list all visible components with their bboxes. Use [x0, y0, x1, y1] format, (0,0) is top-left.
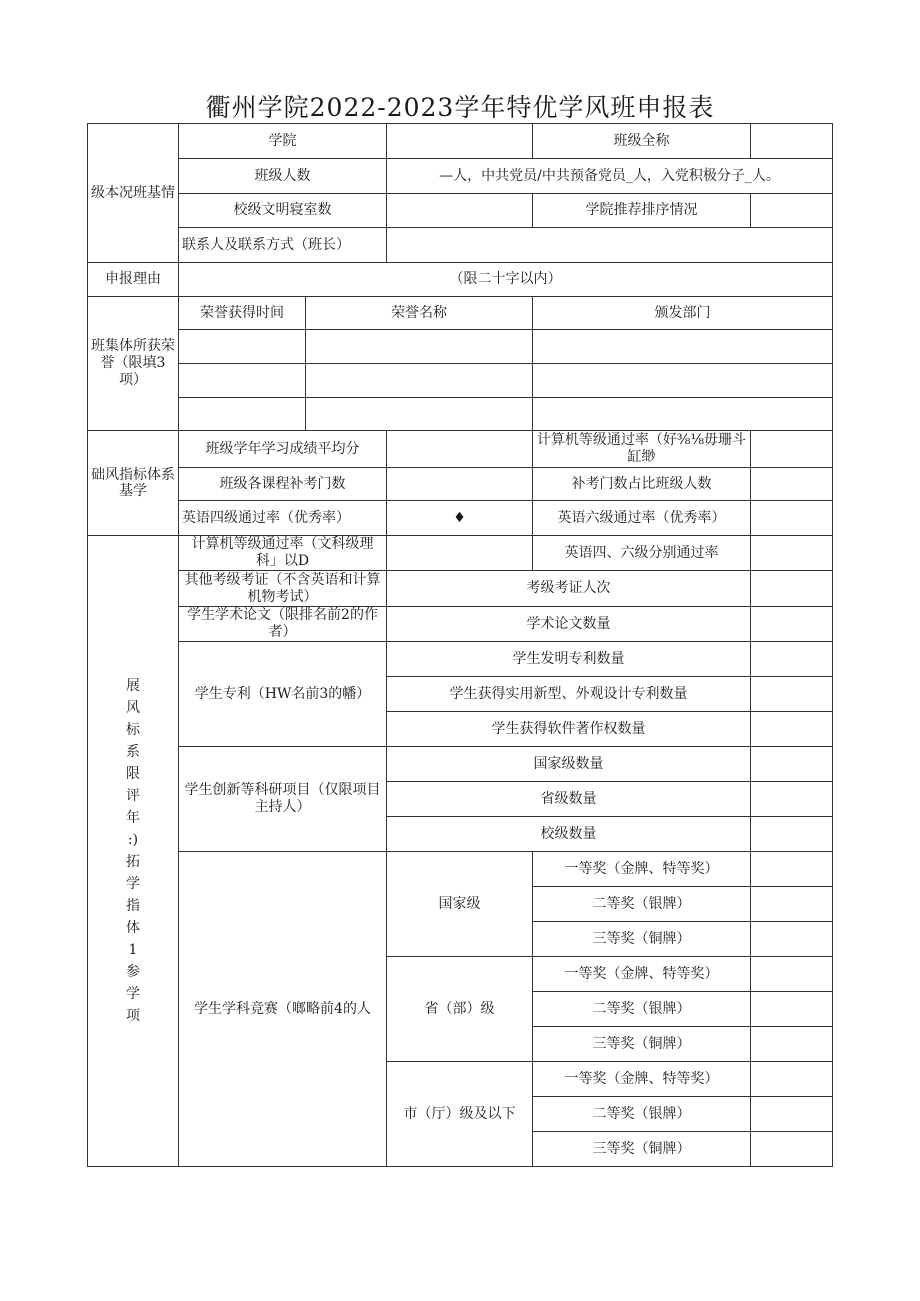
college-input[interactable] [387, 124, 533, 159]
city-first-prize-input[interactable] [751, 1062, 833, 1097]
computer-pass-label: 计算机等级通过率（好⅜⅛毋珊斗缸缈 [533, 431, 751, 468]
innovation-provincial-label: 省级数量 [387, 782, 751, 817]
innovation-school-input[interactable] [751, 817, 833, 852]
national-third-prize-input[interactable] [751, 922, 833, 957]
cet4-input[interactable]: ♦ [387, 501, 533, 536]
honor-1-dept[interactable] [533, 330, 833, 364]
dev-cet-split-label: 英语四、六级分别通过率 [533, 536, 751, 571]
makeup-label: 班级各课程补考门数 [179, 468, 387, 501]
college-ranking-input[interactable] [751, 194, 833, 228]
city-first-prize-label: 一等奖（金牌、特等奖） [533, 1062, 751, 1097]
patent-label: 学生专利（HW名前3的幡） [179, 642, 387, 747]
provincial-second-prize-input[interactable] [751, 992, 833, 1027]
national-second-prize-label: 二等奖（银牌） [533, 887, 751, 922]
application-form [87, 123, 833, 1167]
college-label: 学院 [179, 124, 387, 159]
honor-2-name[interactable] [306, 364, 533, 398]
reason-input[interactable]: （限二十字以内） [179, 263, 833, 297]
gpa-label: 班级学年学习成绩平均分 [179, 431, 387, 468]
honors-time-header: 荣誉获得时间 [179, 297, 306, 330]
reason-label: 申报理由 [88, 263, 179, 297]
national-first-prize-input[interactable] [751, 852, 833, 887]
patent-utility-label: 学生获得实用新型、外观设计专利数量 [387, 677, 751, 712]
city-second-prize-input[interactable] [751, 1097, 833, 1132]
class-full-name-input[interactable] [751, 124, 833, 159]
competition-city-level: 市（厅）级及以下 [387, 1062, 533, 1167]
cert-count-input[interactable] [751, 571, 833, 607]
competition-national-level: 国家级 [387, 852, 533, 957]
provincial-second-prize-label: 二等奖（银牌） [533, 992, 751, 1027]
dev-computer-label: 计算机等级通过率（文科级理科」以D [179, 536, 387, 571]
patent-invention-label: 学生发明专利数量 [387, 642, 751, 677]
city-third-prize-input[interactable] [751, 1132, 833, 1167]
patent-utility-input[interactable] [751, 677, 833, 712]
innovation-school-label: 校级数量 [387, 817, 751, 852]
paper-count-label: 学术论文数量 [387, 607, 751, 642]
makeup-input[interactable] [387, 468, 533, 501]
honor-3-time[interactable] [179, 398, 306, 431]
dorm-input[interactable] [387, 194, 533, 228]
competition-provincial-level: 省（部）级 [387, 957, 533, 1062]
innovation-national-input[interactable] [751, 747, 833, 782]
contact-input[interactable] [387, 228, 833, 263]
innovation-provincial-input[interactable] [751, 782, 833, 817]
cet6-label: 英语六级通过率（优秀率） [533, 501, 751, 536]
software-label: 学生获得软件著作权数量 [387, 712, 751, 747]
provincial-first-prize-label: 一等奖（金牌、特等奖） [533, 957, 751, 992]
honor-3-dept[interactable] [533, 398, 833, 431]
basic-info-section-label: 级本况班基情 [88, 124, 179, 263]
honor-1-time[interactable] [179, 330, 306, 364]
class-full-name-label: 班级全称 [533, 124, 751, 159]
patent-invention-input[interactable] [751, 642, 833, 677]
software-input[interactable] [751, 712, 833, 747]
national-first-prize-label: 一等奖（金牌、特等奖） [533, 852, 751, 887]
makeup-ratio-label: 补考门数占比班级人数 [533, 468, 751, 501]
provincial-third-prize-label: 三等奖（铜牌） [533, 1027, 751, 1062]
national-third-prize-label: 三等奖（铜牌） [533, 922, 751, 957]
honors-section-label: 班集体所获荣誉（限填3项） [88, 297, 179, 431]
dev-cet-split-input[interactable] [751, 536, 833, 571]
provincial-first-prize-input[interactable] [751, 957, 833, 992]
honors-dept-header: 颁发部门 [533, 297, 833, 330]
page-title: 衢州学院2022-2023学年特优学风班申报表 [205, 93, 715, 122]
college-ranking-label: 学院推荐排序情况 [533, 194, 751, 228]
gpa-input[interactable] [387, 431, 533, 468]
competition-label: 学生学科竞赛（啷略前4的人 [179, 852, 387, 1167]
cet4-label: 英语四级通过率（优秀率） [179, 501, 387, 536]
city-second-prize-label: 二等奖（银牌） [533, 1097, 751, 1132]
other-cert-label: 其他考级考证（不含英语和计算机物考试） [179, 571, 387, 607]
paper-label: 学生学术论文（限排名前2的作者） [179, 607, 387, 642]
dev-computer-input[interactable] [387, 536, 533, 571]
contact-label: 联系人及联系方式（班长） [179, 228, 387, 263]
cert-count-label: 考级考证人次 [387, 571, 751, 607]
basic-indicators-section-label: 础风指标体系基学 [88, 431, 179, 536]
cet6-input[interactable] [751, 501, 833, 536]
makeup-ratio-input[interactable] [751, 468, 833, 501]
national-second-prize-input[interactable] [751, 887, 833, 922]
innovation-national-label: 国家级数量 [387, 747, 751, 782]
honor-3-name[interactable] [306, 398, 533, 431]
computer-pass-input[interactable] [751, 431, 833, 468]
innovation-label: 学生创新等科研项目（仅限项目主持人） [179, 747, 387, 852]
dorm-label: 校级文明寝室数 [179, 194, 387, 228]
honor-2-dept[interactable] [533, 364, 833, 398]
city-third-prize-label: 三等奖（铜牌） [533, 1132, 751, 1167]
paper-count-input[interactable] [751, 607, 833, 642]
development-section-label: 展风标系限评年 :) 拓学指体 1 参学项 [88, 536, 179, 1167]
party-members-field[interactable]: —人，中共党员/中共预备党员_人，入党积极分子_人。 [387, 159, 833, 194]
honors-name-header: 荣誉名称 [306, 297, 533, 330]
provincial-third-prize-input[interactable] [751, 1027, 833, 1062]
honor-1-name[interactable] [306, 330, 533, 364]
class-size-label: 班级人数 [179, 159, 387, 194]
honor-2-time[interactable] [179, 364, 306, 398]
